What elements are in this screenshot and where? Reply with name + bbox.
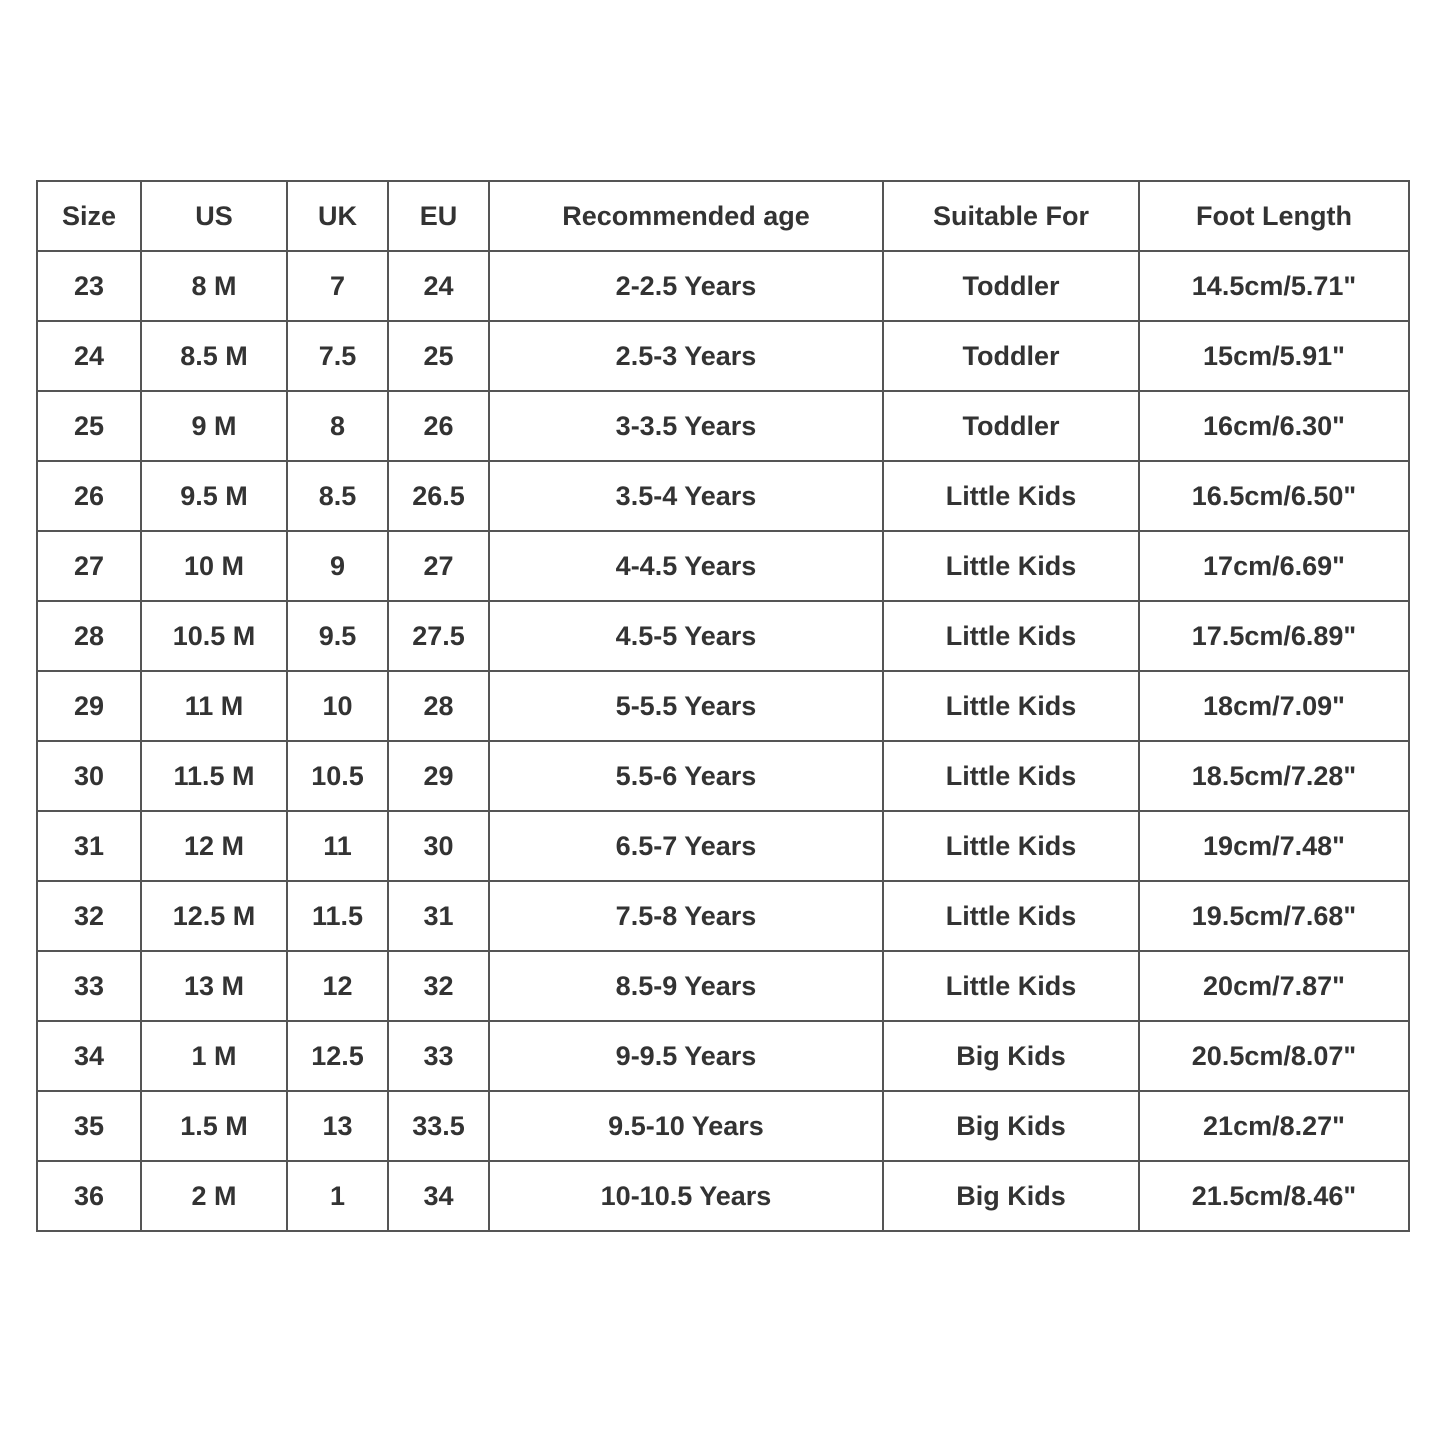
cell-suitable-for: Toddler (883, 321, 1139, 391)
table-row (37, 391, 1409, 461)
header-eu: EU (388, 181, 489, 251)
cell-eu: 32 (388, 951, 489, 1021)
cell-uk: 12 (287, 951, 388, 1021)
cell-uk: 9.5 (287, 601, 388, 671)
table-row (37, 881, 1409, 951)
cell-eu: 24 (388, 251, 489, 321)
cell-size: 35 (37, 1091, 141, 1161)
size-chart-container (36, 180, 1408, 1232)
cell-uk: 11 (287, 811, 388, 881)
cell-foot-length: 21cm/8.27" (1139, 1091, 1409, 1161)
table-row (37, 1161, 1409, 1231)
cell-foot-length: 16.5cm/6.50" (1139, 461, 1409, 531)
cell-eu: 33.5 (388, 1091, 489, 1161)
cell-size: 27 (37, 531, 141, 601)
cell-foot-length: 17.5cm/6.89" (1139, 601, 1409, 671)
header-us: US (141, 181, 287, 251)
cell-size: 29 (37, 671, 141, 741)
cell-uk: 10.5 (287, 741, 388, 811)
cell-us: 1.5 M (141, 1091, 287, 1161)
cell-us: 8 M (141, 251, 287, 321)
cell-us: 12 M (141, 811, 287, 881)
cell-foot-length: 19cm/7.48" (1139, 811, 1409, 881)
cell-recommended-age: 2.5-3 Years (489, 321, 883, 391)
cell-suitable-for: Big Kids (883, 1161, 1139, 1231)
cell-us: 10 M (141, 531, 287, 601)
cell-us: 1 M (141, 1021, 287, 1091)
cell-recommended-age: 9.5-10 Years (489, 1091, 883, 1161)
cell-uk: 9 (287, 531, 388, 601)
cell-foot-length: 16cm/6.30" (1139, 391, 1409, 461)
cell-uk: 8 (287, 391, 388, 461)
cell-eu: 33 (388, 1021, 489, 1091)
table-row (37, 251, 1409, 321)
table-row (37, 1091, 1409, 1161)
cell-suitable-for: Little Kids (883, 531, 1139, 601)
cell-eu: 26 (388, 391, 489, 461)
cell-eu: 29 (388, 741, 489, 811)
header-uk: UK (287, 181, 388, 251)
table-body (37, 251, 1409, 1231)
cell-suitable-for: Toddler (883, 251, 1139, 321)
cell-uk: 1 (287, 1161, 388, 1231)
cell-eu: 34 (388, 1161, 489, 1231)
table-row (37, 461, 1409, 531)
cell-size: 26 (37, 461, 141, 531)
header-recommended-age: Recommended age (489, 181, 883, 251)
table-header (37, 181, 1409, 251)
cell-eu: 27.5 (388, 601, 489, 671)
cell-recommended-age: 10-10.5 Years (489, 1161, 883, 1231)
cell-size: 28 (37, 601, 141, 671)
cell-size: 24 (37, 321, 141, 391)
cell-recommended-age: 7.5-8 Years (489, 881, 883, 951)
cell-suitable-for: Little Kids (883, 601, 1139, 671)
cell-recommended-age: 9-9.5 Years (489, 1021, 883, 1091)
cell-suitable-for: Little Kids (883, 741, 1139, 811)
table-row (37, 951, 1409, 1021)
cell-uk: 13 (287, 1091, 388, 1161)
header-foot-length: Foot Length (1139, 181, 1409, 251)
cell-us: 10.5 M (141, 601, 287, 671)
cell-size: 30 (37, 741, 141, 811)
cell-foot-length: 17cm/6.69" (1139, 531, 1409, 601)
cell-suitable-for: Little Kids (883, 671, 1139, 741)
cell-size: 25 (37, 391, 141, 461)
cell-recommended-age: 6.5-7 Years (489, 811, 883, 881)
cell-recommended-age: 2-2.5 Years (489, 251, 883, 321)
header-suitable-for: Suitable For (883, 181, 1139, 251)
cell-us: 9 M (141, 391, 287, 461)
cell-foot-length: 18.5cm/7.28" (1139, 741, 1409, 811)
table-row (37, 741, 1409, 811)
table-row (37, 321, 1409, 391)
cell-us: 13 M (141, 951, 287, 1021)
size-chart-table (36, 180, 1410, 1232)
cell-foot-length: 20.5cm/8.07" (1139, 1021, 1409, 1091)
cell-foot-length: 19.5cm/7.68" (1139, 881, 1409, 951)
table-row (37, 531, 1409, 601)
cell-recommended-age: 8.5-9 Years (489, 951, 883, 1021)
cell-eu: 26.5 (388, 461, 489, 531)
cell-foot-length: 21.5cm/8.46" (1139, 1161, 1409, 1231)
cell-size: 34 (37, 1021, 141, 1091)
cell-eu: 30 (388, 811, 489, 881)
cell-suitable-for: Little Kids (883, 811, 1139, 881)
cell-us: 9.5 M (141, 461, 287, 531)
header-size: Size (37, 181, 141, 251)
cell-suitable-for: Toddler (883, 391, 1139, 461)
cell-recommended-age: 3-3.5 Years (489, 391, 883, 461)
cell-us: 11 M (141, 671, 287, 741)
cell-eu: 27 (388, 531, 489, 601)
cell-size: 23 (37, 251, 141, 321)
cell-suitable-for: Little Kids (883, 461, 1139, 531)
cell-recommended-age: 3.5-4 Years (489, 461, 883, 531)
cell-uk: 11.5 (287, 881, 388, 951)
table-row (37, 1021, 1409, 1091)
cell-eu: 25 (388, 321, 489, 391)
cell-foot-length: 20cm/7.87" (1139, 951, 1409, 1021)
cell-us: 2 M (141, 1161, 287, 1231)
cell-uk: 8.5 (287, 461, 388, 531)
cell-size: 36 (37, 1161, 141, 1231)
cell-size: 31 (37, 811, 141, 881)
cell-foot-length: 14.5cm/5.71" (1139, 251, 1409, 321)
cell-foot-length: 15cm/5.91" (1139, 321, 1409, 391)
cell-suitable-for: Big Kids (883, 1091, 1139, 1161)
cell-uk: 10 (287, 671, 388, 741)
cell-size: 33 (37, 951, 141, 1021)
cell-uk: 7 (287, 251, 388, 321)
table-row (37, 811, 1409, 881)
cell-recommended-age: 4.5-5 Years (489, 601, 883, 671)
cell-recommended-age: 5.5-6 Years (489, 741, 883, 811)
cell-size: 32 (37, 881, 141, 951)
cell-foot-length: 18cm/7.09" (1139, 671, 1409, 741)
cell-suitable-for: Little Kids (883, 881, 1139, 951)
cell-recommended-age: 4-4.5 Years (489, 531, 883, 601)
cell-us: 11.5 M (141, 741, 287, 811)
cell-eu: 28 (388, 671, 489, 741)
cell-eu: 31 (388, 881, 489, 951)
table-row (37, 601, 1409, 671)
cell-suitable-for: Little Kids (883, 951, 1139, 1021)
cell-us: 12.5 M (141, 881, 287, 951)
table-row (37, 671, 1409, 741)
cell-recommended-age: 5-5.5 Years (489, 671, 883, 741)
cell-us: 8.5 M (141, 321, 287, 391)
cell-uk: 7.5 (287, 321, 388, 391)
cell-suitable-for: Big Kids (883, 1021, 1139, 1091)
cell-uk: 12.5 (287, 1021, 388, 1091)
header-row (37, 181, 1409, 251)
